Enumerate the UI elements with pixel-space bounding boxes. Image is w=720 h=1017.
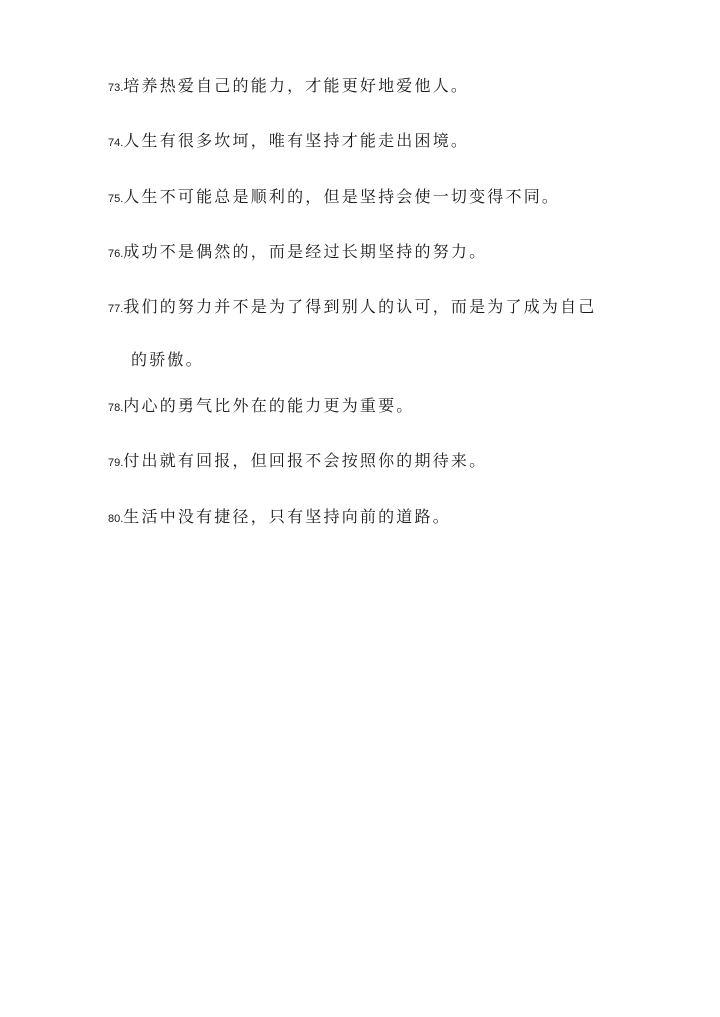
item-number: 73.: [108, 82, 124, 94]
item-text-continuation: 的骄傲。: [131, 350, 204, 369]
item-number: 74.: [108, 137, 124, 149]
item-text: 内心的勇气比外在的能力更为重要。: [123, 396, 415, 415]
item-number: 78.: [108, 402, 124, 414]
item-text: 付出就有回报，但回报不会按照你的期待来。: [123, 451, 488, 470]
item-text: 我们的努力并不是为了得到别人的认可，而是为了成为自己: [123, 297, 597, 316]
item-text: 成功不是偶然的，而是经过长期坚持的努力。: [123, 242, 488, 261]
item-text: 人生不可能总是顺利的，但是坚持会使一切变得不同。: [123, 187, 561, 206]
item-number: 80.: [108, 513, 124, 525]
list-item: [108, 187, 628, 220]
list-item: [108, 396, 628, 429]
list-item: [108, 297, 628, 330]
item-number: 76.: [108, 248, 124, 260]
list-item: [108, 76, 628, 109]
item-number: 75.: [108, 193, 124, 205]
item-number: 79.: [108, 457, 124, 469]
list-item: [108, 507, 628, 540]
list-item: [108, 242, 628, 275]
item-text: 培养热爱自己的能力，才能更好地爱他人。: [123, 76, 470, 95]
item-number: 77.: [108, 303, 124, 315]
list-item: [108, 451, 628, 484]
item-text: 人生有很多坎坷，唯有坚持才能走出困境。: [123, 131, 470, 150]
item-text: 生活中没有捷径，只有坚持向前的道路。: [123, 507, 451, 526]
list-item: [108, 131, 628, 164]
